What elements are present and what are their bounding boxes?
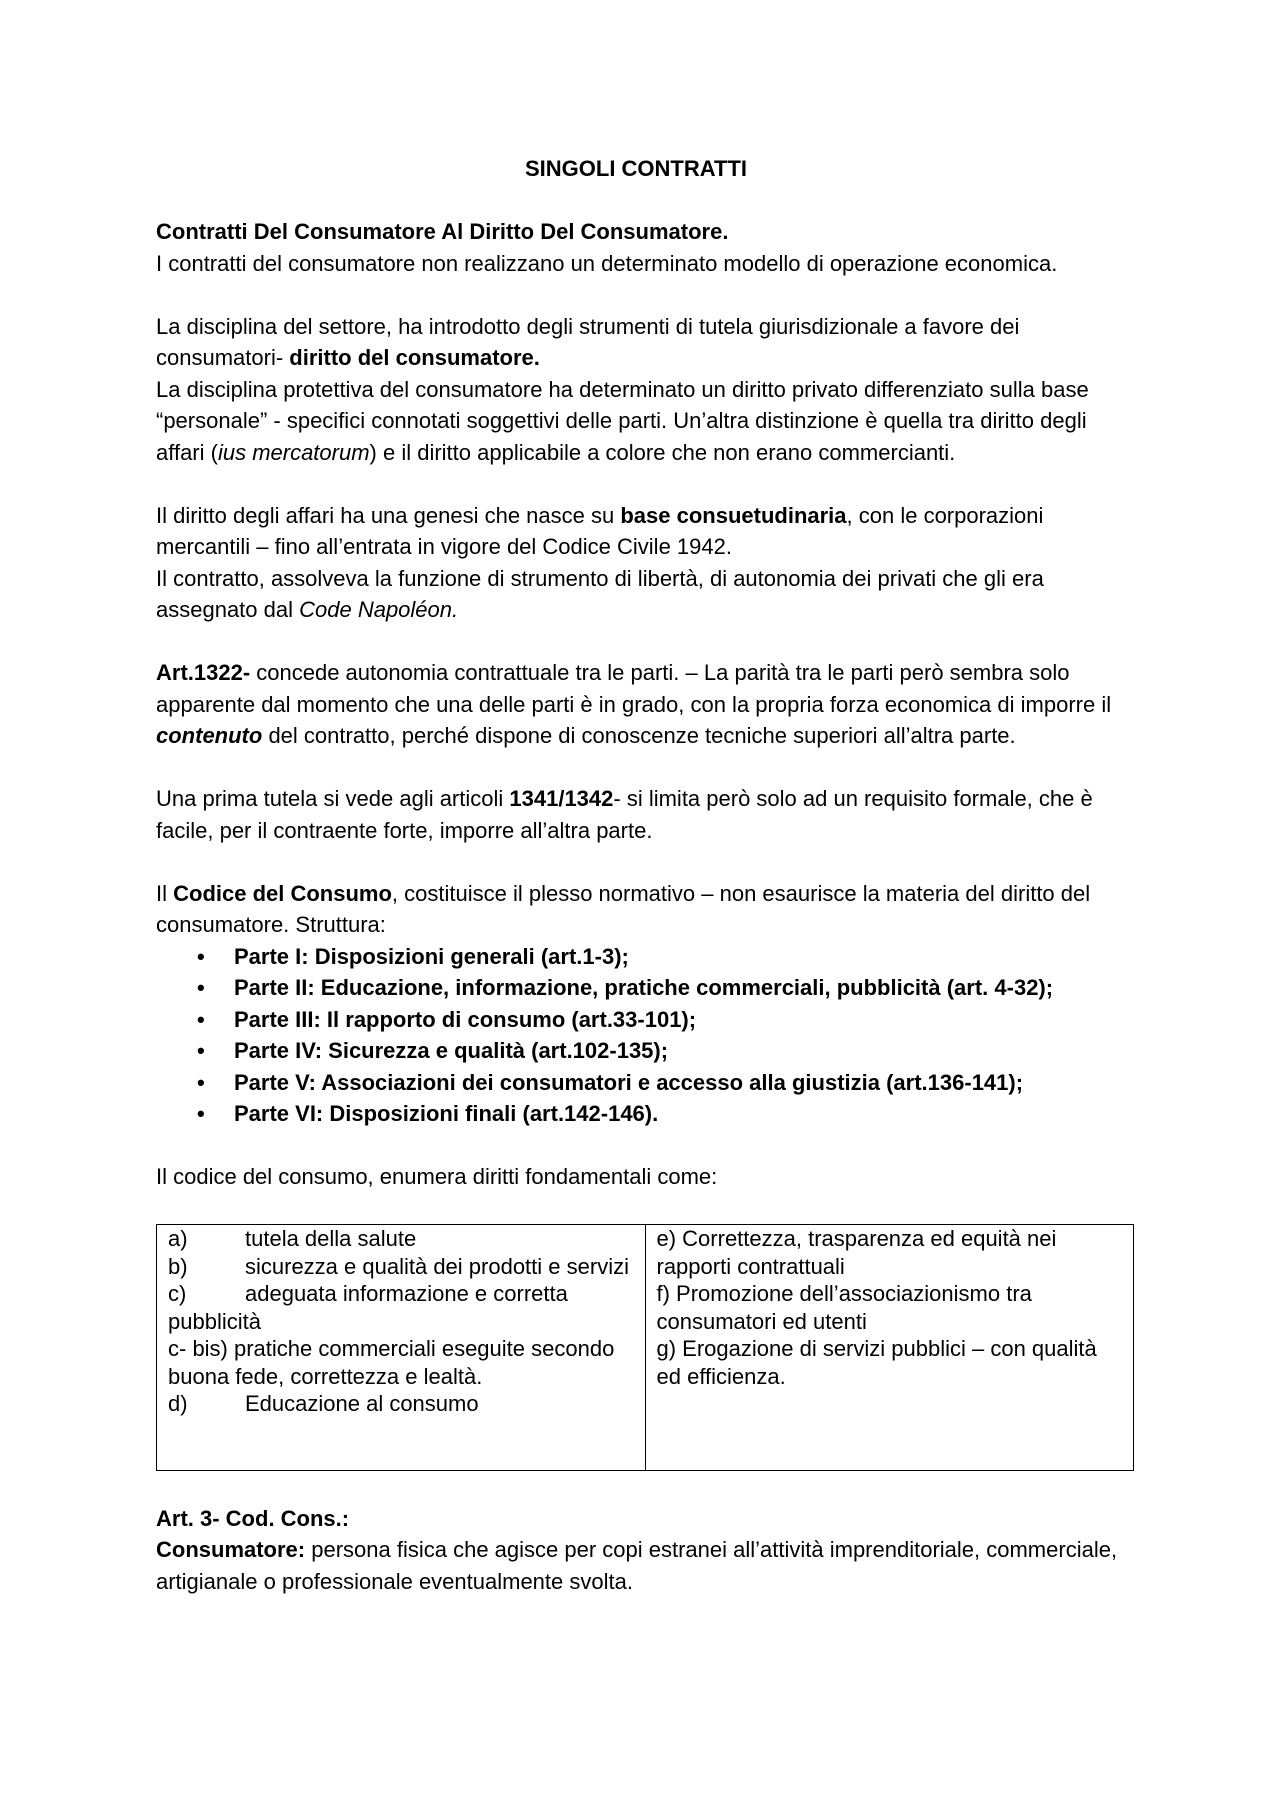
paragraph-business-law — [156, 500, 1136, 563]
paragraph-art1322-bold-italic-wrap — [156, 723, 262, 748]
paragraph-codice-consumo — [156, 878, 1136, 941]
paragraph-first-protection-text-a: Una prima tutela si vede agli articoli — [156, 786, 510, 811]
list-item — [197, 972, 1136, 1004]
rights-item — [168, 1280, 634, 1335]
list-item-text: Parte I: Disposizioni generali (art.1-3); — [234, 943, 629, 969]
paragraph-business-law-text-c: , con le corporazioni mercantili – fino all’entrata in vigore del Codice Civile 1942. — [156, 502, 1044, 559]
paragraph-protective — [156, 374, 1136, 469]
paragraph-art1322-bold-italic: contenuto — [156, 723, 263, 748]
rights-item-text: tutela della salute — [245, 1226, 417, 1251]
paragraph-art1322 — [156, 657, 1136, 752]
rights-item — [168, 1225, 634, 1253]
paragraph-first-protection-text-c: - si limita però solo ad un requisito formale, che è facile, per il contraente forte, imporre all’altra parte. — [156, 786, 1093, 843]
list-item — [197, 1035, 1136, 1067]
paragraph-codice-consumo-text-c: , costituisce il plesso normativo – non esaurisce la materia del diritto del consumatore. Struttura: — [156, 880, 1091, 937]
table-row — [157, 1225, 1134, 1471]
bullet-icon: • — [197, 1101, 205, 1126]
paragraph-art1322-text-a: concede autonomia contrattuale tra le parti. – La parità tra le parti però sembra solo apparente dal momento che una delle parti è in grado, con la propria forza economica di imporre il — [156, 660, 1112, 717]
paragraph-contract — [156, 563, 1136, 626]
rights-item: f) Promozione dell’associazionismo tra consumatori ed utenti — [656, 1281, 1032, 1334]
rights-item-text: Educazione al consumo — [245, 1391, 479, 1416]
rights-cell-left — [157, 1225, 646, 1471]
art3-heading-text: Art. 3- Cod. Cons.: — [156, 1505, 350, 1531]
paragraph-codice-consumo-text-a: Il — [156, 880, 174, 906]
paragraph-business-law-text-a: Il diritto degli affari ha una genesi che nasce su — [156, 502, 621, 528]
paragraph-intro: I contratti del consumatore non realizzano un determinato modello di operazione economica. — [156, 250, 1058, 276]
structure-list — [156, 941, 1136, 1130]
paragraph-contract-italic: Code Napoléon. — [299, 597, 459, 622]
document-page — [156, 153, 1136, 1597]
rights-item-text: c- bis) pratiche commerciali eseguite secondo buona fede, correttezza e lealtà. — [168, 1336, 615, 1389]
list-item-text: Parte II: Educazione, informazione, pratiche commerciali, pubblicità (art. 4-32); — [234, 975, 1054, 1000]
list-item-text: Parte V: Associazioni dei consumatori e accesso alla giustizia (art.136-141); — [234, 1069, 1024, 1095]
paragraph-codice-consumo-bold: Codice del Consumo — [173, 880, 392, 906]
rights-item: e) Correttezza, trasparenza ed equità nei rapporti contrattuali — [656, 1226, 1057, 1279]
paragraph-discipline — [156, 311, 1136, 374]
list-item-text: Parte VI: Disposizioni finali (art.142-146). — [234, 1101, 659, 1126]
list-item-text: Parte IV: Sicurezza e qualità (art.102-135); — [234, 1038, 669, 1063]
list-item — [197, 1004, 1136, 1036]
paragraph-art1322-text-c: del contratto, perché dispone di conoscenze tecniche superiori all’altra parte. — [262, 723, 1016, 748]
rights-item — [168, 1335, 634, 1390]
paragraph-consumer-definition-bold: Consumatore: — [156, 1537, 306, 1562]
rights-item-label: c) — [168, 1281, 187, 1306]
list-item — [197, 1067, 1136, 1099]
bullet-icon: • — [197, 1038, 205, 1063]
art3-heading — [156, 1503, 1136, 1535]
rights-item — [168, 1390, 634, 1418]
list-item — [197, 1098, 1136, 1130]
paragraph-art1322-bold: Art.1322- — [156, 660, 251, 685]
paragraph-protective-text-b: ) e il diritto applicabile a colore che non erano commercianti. — [369, 439, 956, 465]
bullet-icon: • — [197, 1069, 205, 1095]
paragraph-contract-text: Il contratto, assolveva la funzione di strumento di libertà, di autonomia dei privati che gli era assegnato dal — [156, 565, 1044, 622]
paragraph-discipline-text: La disciplina del settore, ha introdotto degli strumenti di tutela giurisdizionale a favore dei consumatori- — [156, 313, 1020, 370]
section-heading — [156, 216, 1136, 248]
paragraph-protective-text-a: La disciplina protettiva del consumatore ha determinato un diritto privato differenziato sulla base “personale” - specifici connotati soggettivi delle parti. Un’altra distinzione è quella tra diritto degli affari ( — [156, 376, 1089, 465]
list-item-text: Parte III: Il rapporto di consumo (art.33-101); — [234, 1006, 697, 1032]
bullet-icon: • — [197, 975, 205, 1000]
paragraph-rights-intro: Il codice del consumo, enumera diritti fondamentali come: — [156, 1164, 718, 1189]
rights-item-label: d) — [168, 1391, 188, 1416]
paragraph-business-law-bold: base consuetudinaria — [620, 502, 847, 528]
rights-item — [168, 1253, 634, 1281]
paragraph-protective-italic: ius mercatorum — [217, 439, 370, 465]
bullet-icon: • — [197, 943, 205, 969]
section-heading-text: Contratti Del Consumatore Al Diritto Del Consumatore. — [156, 219, 729, 244]
rights-cell-right — [645, 1225, 1134, 1471]
rights-item-text: adeguata informazione e corretta pubblicità — [168, 1281, 568, 1334]
paragraph-discipline-bold: diritto del consumatore. — [289, 345, 540, 370]
paragraph-consumer-definition-text: persona fisica che agisce per copi estranei all’attività imprenditoriale, commerciale, artigianale o professionale eventualmente svolta. — [156, 1537, 1118, 1594]
paragraph-consumer-definition — [156, 1534, 1136, 1597]
rights-item-label: b) — [168, 1253, 188, 1279]
bullet-icon: • — [197, 1006, 205, 1032]
rights-item-text: sicurezza e qualità dei prodotti e servizi — [245, 1253, 629, 1279]
list-item — [197, 941, 1136, 973]
paragraph-first-protection-bold: 1341/1342 — [509, 786, 614, 811]
page-title: SINGOLI CONTRATTI — [524, 156, 748, 181]
paragraph-first-protection — [156, 783, 1136, 846]
rights-item-label: a) — [168, 1226, 188, 1251]
rights-table — [156, 1224, 1134, 1471]
rights-item: g) Erogazione di servizi pubblici – con qualità ed efficienza. — [656, 1336, 1097, 1389]
